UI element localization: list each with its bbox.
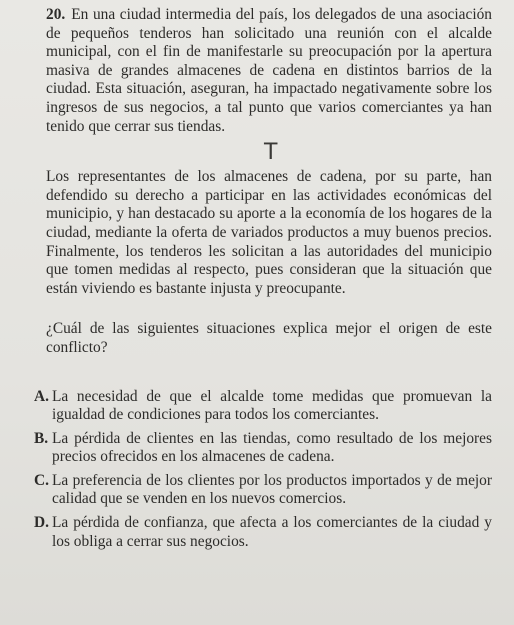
option-b-letter: B. [34, 429, 49, 447]
option-a[interactable] [34, 387, 492, 425]
option-a-letter: A. [34, 387, 49, 405]
handwritten-mark: T [264, 140, 278, 166]
question-stem: ¿Cuál de las siguientes situaciones explica mejor el origen de este conflicto? [46, 320, 492, 356]
option-c-text: La preferencia de los clientes por los productos importados y de mejor calidad que se venden en los nuevos comercios. [52, 471, 492, 508]
answer-options [34, 387, 492, 552]
option-d-letter: D. [34, 514, 49, 532]
question-number: 20. [46, 6, 66, 23]
option-c-letter: C. [34, 471, 49, 489]
option-d-text: La pérdida de confianza, que afecta a los comerciantes de la ciudad y los obliga a cerrar sus negocios. [52, 514, 492, 550]
option-b-text: La pérdida de clientes en las tiendas, como resultado de los mejores precios ofrecidos en los almacenes de cadena. [52, 429, 492, 466]
passage-paragraph-1-text: En una ciudad intermedia del país, los delegados de una asociación de pequeños tenderos han solicitado una reunión con el alcalde municipal, con el fin de manifestarle su preocupación por la apertura masiva de grandes almacenes de cadena en distintos barrios de la ciudad. Esta situación, aseguran, ha impactado negativamente sobre los ingresos de sus negocios, a tal punto que varios comerciantes ya han tenido que cerrar sus tiendas. [46, 6, 492, 135]
passage-paragraph-1 [46, 6, 492, 136]
option-b[interactable] [34, 429, 492, 467]
passage-paragraph-2 [46, 168, 492, 298]
option-a-text: La necesidad de que el alcalde tome medidas que promuevan la igualdad de condiciones para todos los comerciantes. [52, 387, 492, 424]
option-c[interactable] [34, 471, 492, 509]
option-d[interactable] [34, 514, 492, 551]
passage-paragraph-2-text: Los representantes de los almacenes de cadena, por su parte, han defendido su derecho a participar en las actividades económicas del municipio, y han destacado su aporte a la economía de los hogares de la ciudad, mediante la oferta de variados productos a muy buenos precios. Finalmente, los tenderos les solicitan a las autoridades del municipio que tomen medidas al respecto, pues consideran que la situación que están viviendo es bastante injusta y preocupante. [46, 168, 492, 297]
